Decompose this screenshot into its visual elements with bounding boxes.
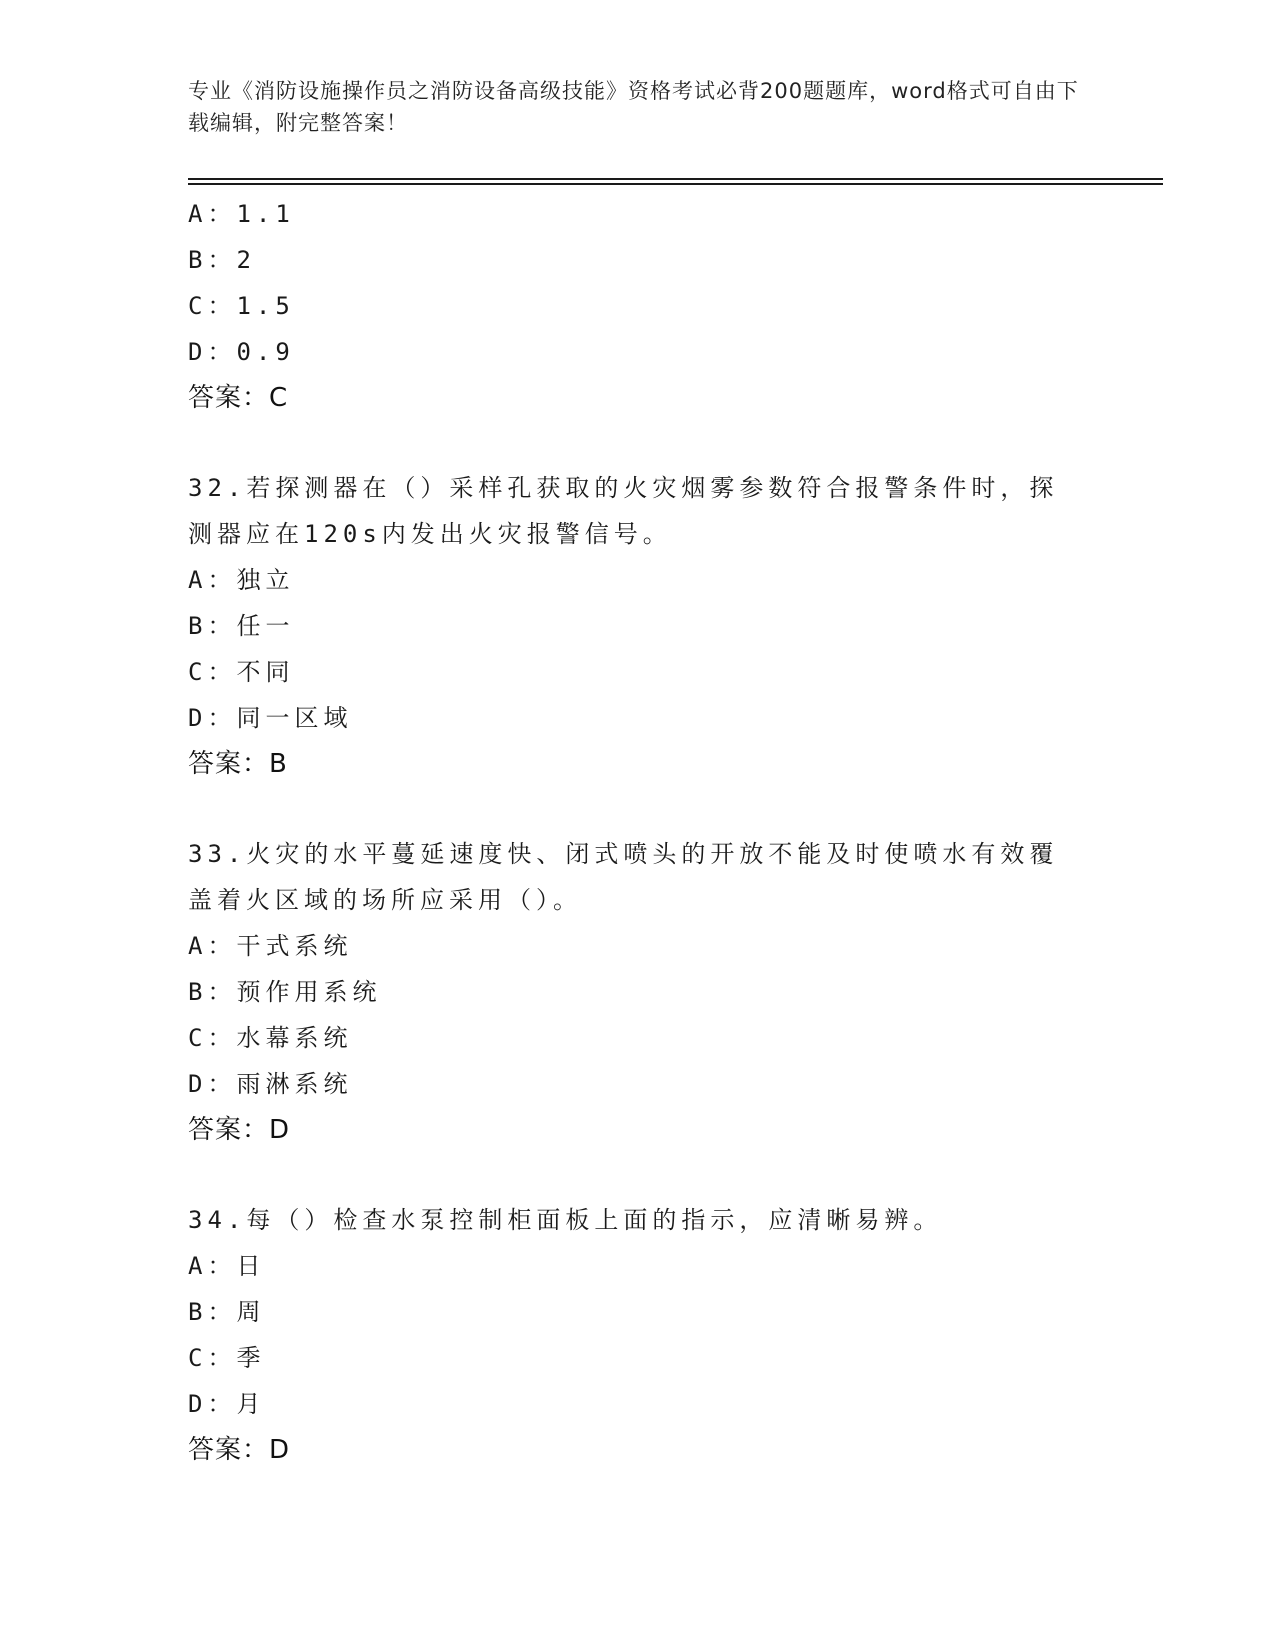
document-header: 专业《消防设施操作员之消防设备高级技能》资格考试必背200题题库，word格式可自由下载编辑，附完整答案！	[188, 79, 1079, 135]
option-b: B：周	[188, 1298, 266, 1326]
option-a: A：1.1	[188, 200, 295, 228]
answer-line: 答案：D	[188, 1435, 291, 1465]
question-stem: 32.若探测器在（）采样孔获取的火灾烟雾参数符合报警条件时，探测器应在120s内发出火灾报警信号。	[188, 474, 1059, 548]
option-c: C：季	[188, 1344, 266, 1372]
question-stem: 33.火灾的水平蔓延速度快、闭式喷头的开放不能及时使喷水有效覆盖着火区域的场所应采用（）。	[188, 840, 1059, 914]
question-32	[188, 465, 1088, 787]
answer-line: 答案：B	[188, 749, 288, 779]
spacer	[188, 787, 1088, 831]
answer-line: 答案：C	[188, 383, 289, 413]
question-list	[188, 191, 1088, 1473]
option-b: B：预作用系统	[188, 978, 382, 1006]
option-c: C：1.5	[188, 292, 295, 320]
option-a: A：干式系统	[188, 932, 353, 960]
question-34	[188, 1197, 1088, 1473]
option-b: B：2	[188, 246, 256, 274]
question-33	[188, 831, 1088, 1153]
option-b: B：任一	[188, 612, 295, 640]
option-a: A：日	[188, 1252, 266, 1280]
option-d: D：雨淋系统	[188, 1070, 353, 1098]
option-d: D：月	[188, 1390, 266, 1418]
option-a: A：独立	[188, 566, 295, 594]
spacer	[188, 1153, 1088, 1197]
answer-line: 答案：D	[188, 1115, 291, 1145]
option-c: C：水幕系统	[188, 1024, 353, 1052]
question-stem: 34.每（）检查水泵控制柜面板上面的指示，应清晰易辨。	[188, 1206, 943, 1234]
spacer	[188, 421, 1088, 465]
header-divider-top	[188, 178, 1163, 180]
question-31	[188, 191, 1088, 421]
option-d: D：0.9	[188, 338, 295, 366]
option-c: C：不同	[188, 658, 295, 686]
option-d: D：同一区域	[188, 704, 353, 732]
header-divider-bottom	[188, 183, 1163, 185]
